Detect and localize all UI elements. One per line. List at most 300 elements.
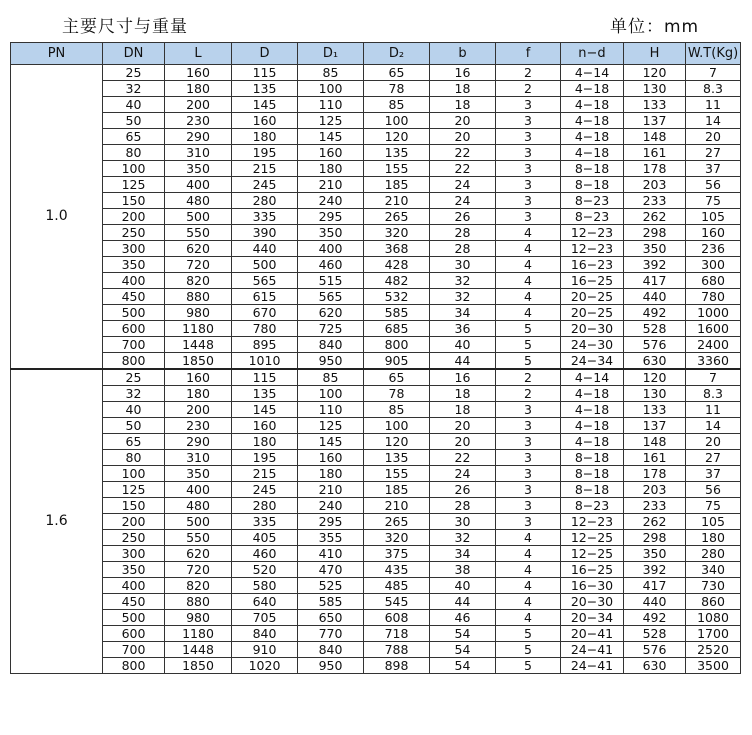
- table-row: [11, 498, 741, 514]
- cell-d: 145: [232, 97, 298, 113]
- cell-d1: 110: [298, 402, 364, 418]
- cell-dn: 450: [103, 289, 165, 305]
- cell-b: 26: [430, 209, 496, 225]
- cell-weight: 180: [686, 530, 741, 546]
- table-row: [11, 658, 741, 674]
- cell-d2: 320: [364, 530, 430, 546]
- cell-h: 130: [624, 386, 686, 402]
- cell-n-d: 12−25: [561, 530, 624, 546]
- cell-weight: 56: [686, 177, 741, 193]
- cell-d2: 135: [364, 145, 430, 161]
- cell-d2: 532: [364, 289, 430, 305]
- cell-b: 22: [430, 161, 496, 177]
- cell-h: 133: [624, 97, 686, 113]
- cell-l: 500: [165, 514, 232, 530]
- cell-dn: 125: [103, 177, 165, 193]
- cell-d2: 545: [364, 594, 430, 610]
- cell-d2: 78: [364, 81, 430, 97]
- col-header-pn: PN: [11, 43, 103, 65]
- cell-b: 26: [430, 482, 496, 498]
- cell-d1: 515: [298, 273, 364, 289]
- table-row: [11, 546, 741, 562]
- cell-dn: 250: [103, 530, 165, 546]
- cell-d: 500: [232, 257, 298, 273]
- cell-weight: 780: [686, 289, 741, 305]
- cell-d2: 320: [364, 225, 430, 241]
- cell-weight: 37: [686, 466, 741, 482]
- cell-d: 390: [232, 225, 298, 241]
- cell-b: 18: [430, 97, 496, 113]
- cell-n-d: 4−18: [561, 434, 624, 450]
- col-header-d2: D₂: [364, 43, 430, 65]
- cell-h: 233: [624, 193, 686, 209]
- cell-d2: 210: [364, 498, 430, 514]
- cell-n-d: 20−30: [561, 594, 624, 610]
- cell-weight: 236: [686, 241, 741, 257]
- table-row: [11, 578, 741, 594]
- cell-f: 2: [496, 369, 561, 386]
- cell-b: 44: [430, 353, 496, 370]
- cell-d: 335: [232, 514, 298, 530]
- cell-h: 417: [624, 578, 686, 594]
- cell-b: 34: [430, 546, 496, 562]
- cell-weight: 1700: [686, 626, 741, 642]
- cell-dn: 80: [103, 450, 165, 466]
- cell-f: 3: [496, 450, 561, 466]
- cell-d: 160: [232, 418, 298, 434]
- table-row: [11, 514, 741, 530]
- page-header: [0, 0, 752, 40]
- table-row: [11, 289, 741, 305]
- cell-b: 20: [430, 418, 496, 434]
- cell-h: 262: [624, 514, 686, 530]
- cell-weight: 105: [686, 514, 741, 530]
- cell-h: 528: [624, 321, 686, 337]
- cell-weight: 2520: [686, 642, 741, 658]
- cell-n-d: 4−18: [561, 386, 624, 402]
- cell-weight: 27: [686, 450, 741, 466]
- table-row: [11, 402, 741, 418]
- cell-n-d: 24−41: [561, 642, 624, 658]
- cell-l: 720: [165, 562, 232, 578]
- cell-f: 3: [496, 209, 561, 225]
- cell-h: 148: [624, 434, 686, 450]
- cell-n-d: 4−18: [561, 113, 624, 129]
- cell-d1: 350: [298, 225, 364, 241]
- pn-cell: 1.0: [11, 65, 103, 370]
- table-row: [11, 434, 741, 450]
- col-header-dn: DN: [103, 43, 165, 65]
- cell-weight: 730: [686, 578, 741, 594]
- cell-d: 280: [232, 498, 298, 514]
- cell-b: 46: [430, 610, 496, 626]
- cell-weight: 1600: [686, 321, 741, 337]
- cell-d: 195: [232, 450, 298, 466]
- table-row: [11, 562, 741, 578]
- cell-d: 115: [232, 65, 298, 81]
- cell-d1: 355: [298, 530, 364, 546]
- cell-l: 1180: [165, 626, 232, 642]
- cell-d1: 180: [298, 466, 364, 482]
- cell-dn: 150: [103, 193, 165, 209]
- cell-d1: 770: [298, 626, 364, 642]
- cell-n-d: 4−14: [561, 369, 624, 386]
- cell-n-d: 8−18: [561, 161, 624, 177]
- cell-d: 780: [232, 321, 298, 337]
- cell-f: 3: [496, 402, 561, 418]
- cell-n-d: 8−18: [561, 466, 624, 482]
- cell-l: 310: [165, 450, 232, 466]
- cell-n-d: 8−18: [561, 177, 624, 193]
- cell-h: 161: [624, 145, 686, 161]
- cell-h: 137: [624, 113, 686, 129]
- col-header-weight: W.T(Kg): [686, 43, 741, 65]
- cell-l: 500: [165, 209, 232, 225]
- cell-n-d: 4−18: [561, 402, 624, 418]
- cell-dn: 250: [103, 225, 165, 241]
- cell-b: 28: [430, 225, 496, 241]
- cell-b: 54: [430, 642, 496, 658]
- cell-weight: 3360: [686, 353, 741, 370]
- cell-n-d: 16−25: [561, 273, 624, 289]
- cell-n-d: 8−18: [561, 450, 624, 466]
- table-row: [11, 129, 741, 145]
- cell-f: 3: [496, 145, 561, 161]
- cell-d: 1010: [232, 353, 298, 370]
- header-row: [11, 43, 741, 65]
- cell-d: 1020: [232, 658, 298, 674]
- cell-d: 670: [232, 305, 298, 321]
- cell-b: 22: [430, 145, 496, 161]
- cell-b: 40: [430, 578, 496, 594]
- cell-l: 350: [165, 161, 232, 177]
- cell-n-d: 8−18: [561, 482, 624, 498]
- cell-h: 133: [624, 402, 686, 418]
- cell-weight: 300: [686, 257, 741, 273]
- cell-d: 565: [232, 273, 298, 289]
- cell-f: 2: [496, 386, 561, 402]
- cell-dn: 200: [103, 209, 165, 225]
- col-header-f: f: [496, 43, 561, 65]
- cell-n-d: 8−23: [561, 209, 624, 225]
- cell-d2: 585: [364, 305, 430, 321]
- cell-d2: 120: [364, 129, 430, 145]
- cell-d1: 240: [298, 193, 364, 209]
- cell-b: 24: [430, 193, 496, 209]
- cell-b: 36: [430, 321, 496, 337]
- cell-l: 480: [165, 193, 232, 209]
- cell-h: 120: [624, 65, 686, 81]
- cell-d1: 585: [298, 594, 364, 610]
- cell-dn: 800: [103, 353, 165, 370]
- table-row: [11, 386, 741, 402]
- table-row: [11, 530, 741, 546]
- table-row: [11, 305, 741, 321]
- cell-weight: 160: [686, 225, 741, 241]
- cell-d1: 210: [298, 177, 364, 193]
- cell-h: 576: [624, 642, 686, 658]
- cell-h: 233: [624, 498, 686, 514]
- cell-d2: 120: [364, 434, 430, 450]
- cell-l: 400: [165, 177, 232, 193]
- cell-l: 820: [165, 578, 232, 594]
- cell-d1: 295: [298, 209, 364, 225]
- cell-n-d: 20−41: [561, 626, 624, 642]
- cell-b: 32: [430, 273, 496, 289]
- cell-h: 440: [624, 594, 686, 610]
- cell-weight: 20: [686, 129, 741, 145]
- cell-d: 160: [232, 113, 298, 129]
- cell-n-d: 20−34: [561, 610, 624, 626]
- cell-b: 20: [430, 129, 496, 145]
- cell-dn: 400: [103, 578, 165, 594]
- cell-h: 630: [624, 658, 686, 674]
- cell-h: 350: [624, 241, 686, 257]
- cell-weight: 280: [686, 546, 741, 562]
- cell-d: 115: [232, 369, 298, 386]
- cell-d2: 185: [364, 177, 430, 193]
- cell-f: 3: [496, 514, 561, 530]
- cell-dn: 32: [103, 81, 165, 97]
- cell-b: 28: [430, 498, 496, 514]
- cell-n-d: 8−23: [561, 193, 624, 209]
- cell-b: 30: [430, 514, 496, 530]
- cell-f: 4: [496, 305, 561, 321]
- cell-l: 550: [165, 225, 232, 241]
- table-row: [11, 321, 741, 337]
- cell-n-d: 20−25: [561, 289, 624, 305]
- cell-d2: 155: [364, 466, 430, 482]
- cell-d: 895: [232, 337, 298, 353]
- cell-l: 550: [165, 530, 232, 546]
- cell-n-d: 4−18: [561, 145, 624, 161]
- cell-h: 576: [624, 337, 686, 353]
- cell-b: 16: [430, 369, 496, 386]
- cell-b: 34: [430, 305, 496, 321]
- cell-l: 480: [165, 498, 232, 514]
- cell-h: 392: [624, 562, 686, 578]
- cell-d2: 65: [364, 369, 430, 386]
- cell-dn: 65: [103, 129, 165, 145]
- cell-n-d: 12−25: [561, 546, 624, 562]
- cell-weight: 1000: [686, 305, 741, 321]
- cell-b: 24: [430, 466, 496, 482]
- table-row: [11, 482, 741, 498]
- cell-f: 3: [496, 434, 561, 450]
- cell-f: 2: [496, 65, 561, 81]
- cell-dn: 200: [103, 514, 165, 530]
- cell-weight: 14: [686, 113, 741, 129]
- table-row: [11, 81, 741, 97]
- cell-f: 5: [496, 626, 561, 642]
- cell-n-d: 8−23: [561, 498, 624, 514]
- table-row: [11, 161, 741, 177]
- cell-l: 290: [165, 434, 232, 450]
- cell-weight: 2400: [686, 337, 741, 353]
- cell-l: 180: [165, 386, 232, 402]
- cell-d: 615: [232, 289, 298, 305]
- cell-f: 5: [496, 353, 561, 370]
- cell-weight: 56: [686, 482, 741, 498]
- cell-d: 135: [232, 386, 298, 402]
- cell-b: 28: [430, 241, 496, 257]
- cell-d: 180: [232, 434, 298, 450]
- cell-d1: 145: [298, 129, 364, 145]
- cell-n-d: 24−30: [561, 337, 624, 353]
- cell-h: 262: [624, 209, 686, 225]
- cell-weight: 680: [686, 273, 741, 289]
- cell-l: 230: [165, 418, 232, 434]
- cell-d2: 482: [364, 273, 430, 289]
- cell-l: 620: [165, 241, 232, 257]
- cell-d2: 265: [364, 514, 430, 530]
- cell-d1: 145: [298, 434, 364, 450]
- table-header: [11, 43, 741, 65]
- cell-d2: 608: [364, 610, 430, 626]
- cell-n-d: 12−23: [561, 225, 624, 241]
- cell-d: 705: [232, 610, 298, 626]
- cell-weight: 1080: [686, 610, 741, 626]
- cell-weight: 11: [686, 402, 741, 418]
- cell-d2: 78: [364, 386, 430, 402]
- cell-f: 4: [496, 610, 561, 626]
- cell-d: 580: [232, 578, 298, 594]
- cell-d2: 210: [364, 193, 430, 209]
- table-row: [11, 225, 741, 241]
- col-header-d1: D₁: [298, 43, 364, 65]
- cell-l: 180: [165, 81, 232, 97]
- cell-dn: 125: [103, 482, 165, 498]
- cell-d: 135: [232, 81, 298, 97]
- cell-f: 3: [496, 482, 561, 498]
- cell-n-d: 20−30: [561, 321, 624, 337]
- cell-n-d: 16−25: [561, 562, 624, 578]
- cell-b: 24: [430, 177, 496, 193]
- cell-dn: 350: [103, 562, 165, 578]
- cell-d: 215: [232, 161, 298, 177]
- table-row: [11, 273, 741, 289]
- cell-weight: 11: [686, 97, 741, 113]
- cell-dn: 800: [103, 658, 165, 674]
- unit-label: 单位：mm: [610, 17, 700, 37]
- cell-weight: 7: [686, 369, 741, 386]
- cell-b: 18: [430, 386, 496, 402]
- cell-l: 350: [165, 466, 232, 482]
- cell-weight: 8.3: [686, 81, 741, 97]
- cell-d1: 180: [298, 161, 364, 177]
- cell-weight: 20: [686, 434, 741, 450]
- cell-d1: 160: [298, 450, 364, 466]
- cell-dn: 500: [103, 305, 165, 321]
- cell-weight: 105: [686, 209, 741, 225]
- table-row: [11, 177, 741, 193]
- cell-weight: 75: [686, 193, 741, 209]
- cell-d2: 100: [364, 113, 430, 129]
- cell-h: 137: [624, 418, 686, 434]
- cell-l: 980: [165, 610, 232, 626]
- cell-f: 3: [496, 161, 561, 177]
- cell-weight: 27: [686, 145, 741, 161]
- cell-l: 200: [165, 402, 232, 418]
- table-row: [11, 466, 741, 482]
- col-header-d: D: [232, 43, 298, 65]
- cell-f: 5: [496, 321, 561, 337]
- cell-weight: 14: [686, 418, 741, 434]
- cell-b: 38: [430, 562, 496, 578]
- table-row: [11, 209, 741, 225]
- cell-dn: 300: [103, 546, 165, 562]
- cell-f: 4: [496, 562, 561, 578]
- cell-weight: 3500: [686, 658, 741, 674]
- cell-h: 298: [624, 530, 686, 546]
- cell-f: 3: [496, 113, 561, 129]
- cell-dn: 600: [103, 321, 165, 337]
- cell-f: 5: [496, 337, 561, 353]
- cell-f: 3: [496, 498, 561, 514]
- cell-d2: 898: [364, 658, 430, 674]
- cell-h: 630: [624, 353, 686, 370]
- table-row: [11, 145, 741, 161]
- cell-d2: 368: [364, 241, 430, 257]
- cell-b: 30: [430, 257, 496, 273]
- cell-f: 4: [496, 273, 561, 289]
- cell-dn: 450: [103, 594, 165, 610]
- table-row: [11, 594, 741, 610]
- table-body: [11, 65, 741, 674]
- cell-d1: 950: [298, 353, 364, 370]
- pn-cell: 1.6: [11, 369, 103, 674]
- table-row: [11, 193, 741, 209]
- cell-dn: 80: [103, 145, 165, 161]
- cell-d1: 85: [298, 369, 364, 386]
- page-title: 主要尺寸与重量: [62, 17, 188, 37]
- cell-b: 22: [430, 450, 496, 466]
- cell-dn: 40: [103, 97, 165, 113]
- cell-l: 160: [165, 65, 232, 81]
- cell-f: 3: [496, 193, 561, 209]
- cell-d: 840: [232, 626, 298, 642]
- cell-h: 203: [624, 177, 686, 193]
- cell-dn: 350: [103, 257, 165, 273]
- cell-d1: 125: [298, 418, 364, 434]
- cell-d1: 100: [298, 81, 364, 97]
- cell-d: 910: [232, 642, 298, 658]
- cell-d: 335: [232, 209, 298, 225]
- cell-d2: 185: [364, 482, 430, 498]
- cell-d: 460: [232, 546, 298, 562]
- cell-d: 520: [232, 562, 298, 578]
- table-row: [11, 257, 741, 273]
- cell-d2: 718: [364, 626, 430, 642]
- cell-h: 298: [624, 225, 686, 241]
- cell-weight: 8.3: [686, 386, 741, 402]
- table-row: [11, 610, 741, 626]
- cell-h: 178: [624, 161, 686, 177]
- cell-h: 392: [624, 257, 686, 273]
- cell-l: 720: [165, 257, 232, 273]
- table-row: [11, 65, 741, 81]
- cell-d: 245: [232, 177, 298, 193]
- cell-d2: 100: [364, 418, 430, 434]
- cell-f: 4: [496, 546, 561, 562]
- cell-l: 880: [165, 289, 232, 305]
- cell-d1: 410: [298, 546, 364, 562]
- cell-h: 350: [624, 546, 686, 562]
- cell-f: 3: [496, 466, 561, 482]
- cell-d2: 135: [364, 450, 430, 466]
- cell-d1: 565: [298, 289, 364, 305]
- cell-f: 3: [496, 177, 561, 193]
